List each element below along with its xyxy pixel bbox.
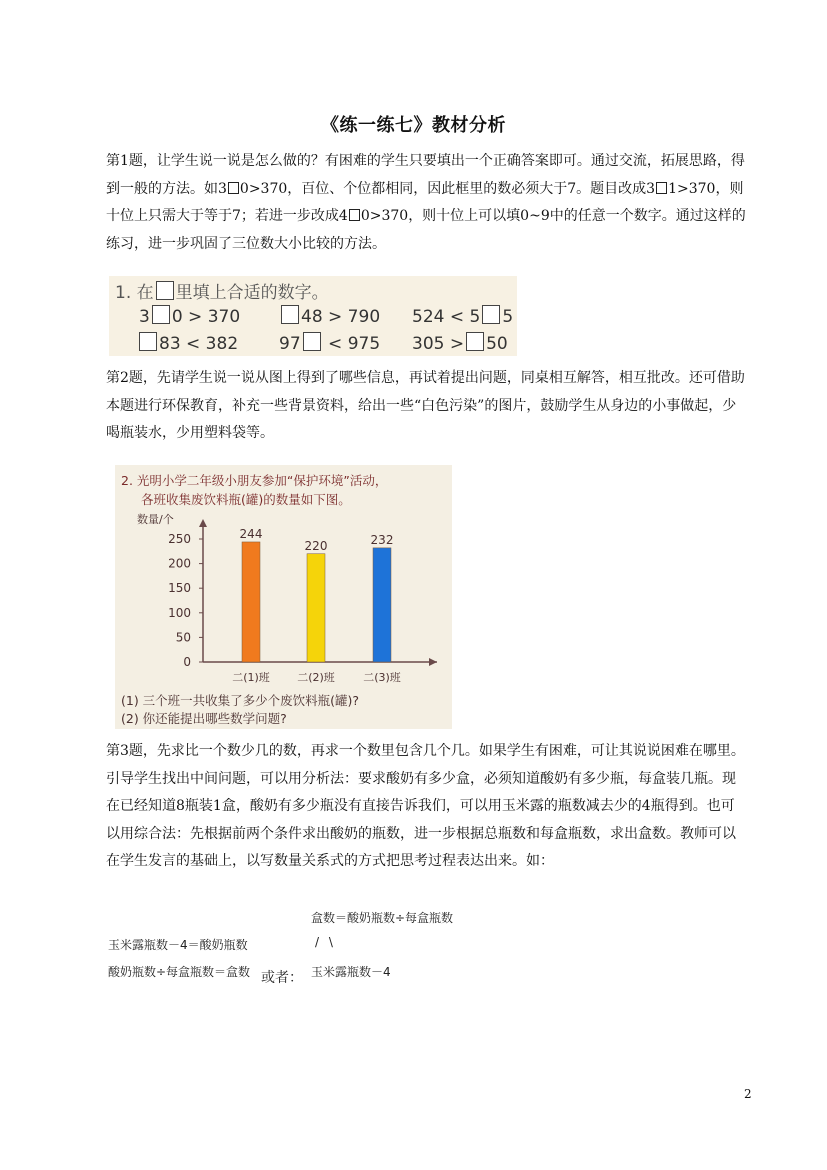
- x-axis-arrow: [429, 658, 437, 666]
- exercise-item: 83 < 382: [137, 332, 238, 354]
- blank-box: [482, 305, 500, 324]
- blank-box: [349, 209, 360, 221]
- formula-left-1: 玉米露瓶数－4＝酸奶瓶数: [108, 938, 248, 952]
- category-label: 二(2)班: [297, 671, 335, 684]
- exercise-2-question-1: (1) 三个班一共收集了多少个废饮料瓶(罐)?: [121, 693, 360, 708]
- exercise-item: 3 0 > 370: [139, 307, 241, 327]
- blank-box: [152, 305, 170, 324]
- formula-right-2: 玉米露瓶数－4: [311, 965, 391, 979]
- formula-left-2: 酸奶瓶数÷每盒瓶数＝盒数: [108, 965, 251, 979]
- exercise-2-line2: 各班收集废饮料瓶(罐)的数量如下图。: [141, 492, 351, 507]
- blank-box: [156, 281, 174, 300]
- blank-box: [281, 305, 299, 324]
- blank-box: [656, 182, 667, 194]
- bar: [373, 548, 391, 662]
- bar-chart: [115, 465, 452, 729]
- exercise-item: 524 < 5 5: [412, 307, 514, 327]
- paragraph-1: 第1题，让学生说一说是怎么做的？有困难的学生只要填出一个正确答案即可。通过交流，拓展思路，得到一般的方法。如3 0>370，百位、个位都相同，因此框里的数必须大于7。题目改成3 1>370，则十位上只需大于等于7；若进一步改成4 0>370，则十位上可以填0~9中的任意一个数字。通过这样的练习，进一步巩固了三位数大小比较的方法。: [106, 153, 746, 252]
- exercise-1-image: [109, 276, 517, 356]
- bar-value-label: 244: [239, 526, 263, 541]
- formula-slashes: / \: [315, 935, 336, 949]
- exercise-2-question-2: (2) 你还能提出哪些数学问题?: [121, 711, 287, 726]
- paragraph-2: 第2题，先请学生说一说从图上得到了哪些信息，再试着提出问题，同桌相互解答，相互批改。还可借助本题进行环保教育，补充一些背景资料，给出一些“白色污染”的图片，鼓励学生从身边的小事做起，少喝瓶装水，少用塑料袋等。: [106, 370, 745, 441]
- blank-box: [303, 332, 321, 351]
- y-axis-arrow: [199, 519, 207, 527]
- category-label: 二(1)班: [232, 671, 270, 684]
- blank-box: [139, 332, 157, 351]
- bar-value-label: 232: [370, 532, 394, 547]
- bar: [242, 542, 260, 662]
- blank-box: [466, 332, 484, 351]
- exercise-item: 97 < 975: [279, 334, 381, 354]
- y-tick-label: 250: [168, 532, 191, 546]
- y-tick-label: 50: [175, 630, 191, 645]
- y-tick-label: 100: [168, 605, 191, 620]
- blank-box: [228, 182, 239, 194]
- exercise-item: 305 > 50: [412, 334, 508, 354]
- exercise-item: 48 > 790: [279, 305, 380, 327]
- formula-top: 盒数＝酸奶瓶数÷每盒瓶数: [311, 911, 454, 925]
- exercise-2-image: [115, 465, 452, 729]
- y-tick-label: 0: [183, 655, 191, 669]
- y-axis-label: 数量/个: [137, 513, 174, 526]
- formula-or: 或者：: [261, 970, 303, 986]
- bar: [307, 554, 325, 662]
- category-label: 二(3)班: [363, 671, 401, 684]
- bar-value-label: 220: [304, 538, 328, 553]
- page-number: 2: [744, 1087, 752, 1101]
- exercise-1-prompt: 1. 在 里填上合适的数字。: [115, 283, 329, 303]
- paragraph-3: 第3题，先求比一个数少几的数，再求一个数里包含几个几。如果学生有困难，可让其说说困难在哪里。引导学生找出中间问题，可以用分析法：要求酸奶有多少盒，必须知道酸奶有多少瓶，每盒装几瓶。现在已经知道8瓶装1盒，酸奶有多少瓶没有直接告诉我们，可以用玉米露的瓶数减去少的4瓶得到。也可以用综合法：先根据前两个条件求出酸奶的瓶数，进一步根据总瓶数和每盒瓶数，求出盒数。教师可以在学生发言的基础上，以写数量关系式的方式把思考过程表达出来。如：: [106, 743, 745, 869]
- exercise-2-line1: 2. 光明小学二年级小朋友参加“保护环境”活动，: [121, 473, 388, 488]
- page-title: 《练一练七》教材分析: [321, 115, 506, 136]
- y-tick-label: 200: [168, 556, 191, 571]
- y-tick-label: 150: [168, 581, 191, 596]
